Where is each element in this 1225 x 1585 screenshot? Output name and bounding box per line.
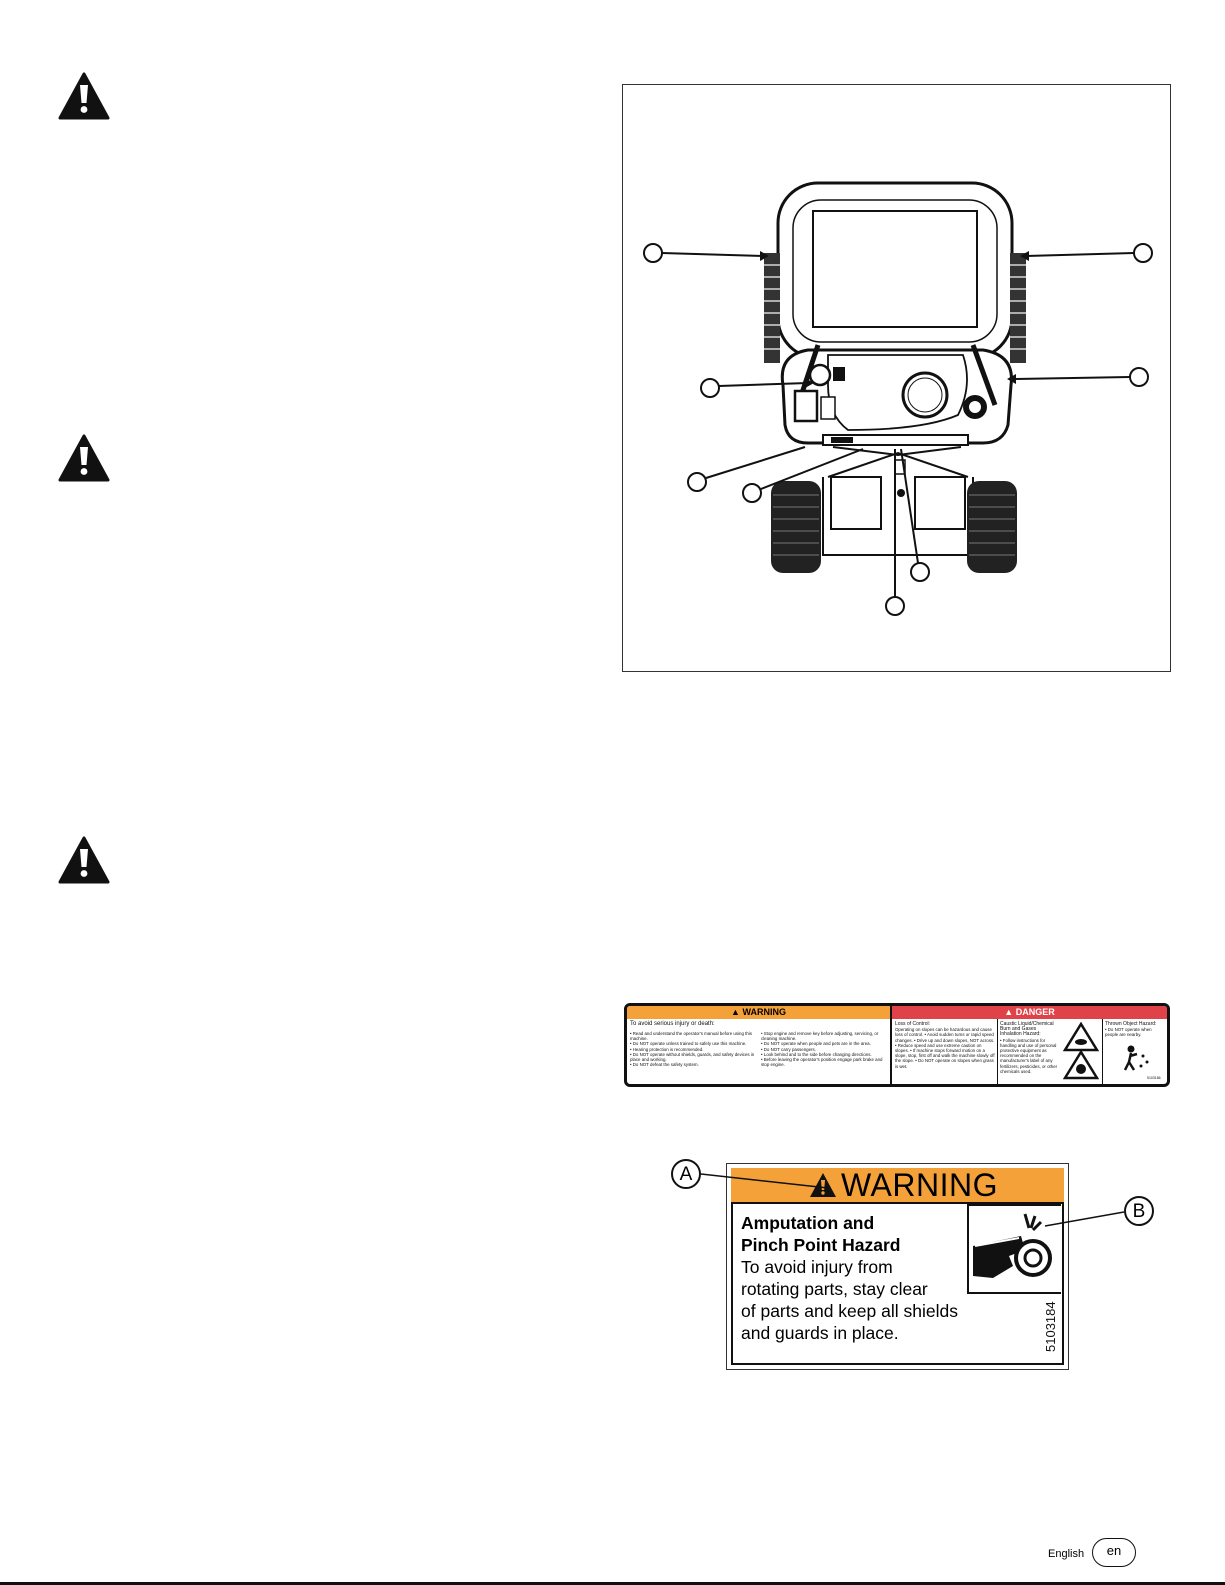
warning-triangle-icon	[58, 72, 110, 120]
label-header-text: WARNING	[841, 1167, 998, 1203]
decal-caustic-hazard: Caustic Liquid/Chemical Burn and Gases Inhalation Hazard: • Follow instructions for handling and use of personal protective equipment as recommended on the manufacturer's label of any fertilizers, pesticides, or other chemicals used.	[1000, 1021, 1058, 1074]
chemical-hazard-icon	[1063, 1022, 1099, 1080]
footer-language-label: English	[1048, 1548, 1085, 1560]
decal-warning-col1: • Read and understand the operator's manual before using this machine. • Do NOT operate unless trained to safely use this machine. • Hearing protection is recommended. • Do NOT operate without shields, guards, and safety devices in place and working. • Do NOT defeat the safety system.	[630, 1031, 755, 1068]
svg-text:5103184: 5103184	[1043, 1301, 1058, 1352]
label-body-line2: rotating parts, stay clear	[741, 1279, 928, 1299]
warning-triangle-icon: ▲	[731, 1007, 740, 1017]
mower-rear-view-illustration	[623, 85, 1169, 670]
footer-language-code-badge: en	[1092, 1538, 1136, 1567]
decal-divider	[997, 1019, 998, 1084]
label-part-number	[1041, 1276, 1059, 1356]
thrown-object-icon	[1121, 1044, 1151, 1072]
warning-triangle-icon	[58, 434, 110, 482]
decal-warning-lead: To avoid serious injury or death:	[630, 1021, 715, 1027]
callout-leader-lines	[700, 1167, 1140, 1230]
decal-thrown-object: Thrown Object Hazard: • Do NOT operate when people are nearby.	[1105, 1021, 1157, 1038]
label-title-line1: Amputation and	[741, 1213, 875, 1233]
decal-strip-part-number: 5103186	[1147, 1076, 1161, 1080]
decal-loss-of-control: Loss of Control: Operating on slopes can be hazardous and cause loss of control. • Avoid sudden turns or rapid speed changes. • Drive up and down slopes, NOT across. • Reduce speed and use extreme caution on slopes. • If machine stops forward motion on a slope, stop, first off and walk the machine slowly off the slope. • Do NOT operate on slopes when grass is wet.	[895, 1021, 995, 1069]
callout-a: A	[671, 1159, 701, 1189]
callout-b: B	[1124, 1196, 1154, 1226]
label-body-line1: To avoid injury from	[741, 1257, 893, 1277]
decal-danger-header: ▲ DANGER	[892, 1006, 1167, 1019]
safety-decal-strip	[624, 1003, 1170, 1087]
decal-warning-col2: • Stop engine and remove key before adjusting, servicing, or cleaning machine. • Do NOT operate when people and pets are in the area. • Do NOT carry passengers. • Look behind and to the side before changing directions. • Before leaving the operator's position engage park brake and stop engine.	[761, 1031, 883, 1068]
decal-divider	[1102, 1019, 1103, 1084]
warning-triangle-icon: ▲	[1004, 1007, 1014, 1017]
label-body-line3: of parts and keep all shields	[741, 1301, 958, 1321]
label-body-line4: and guards in place.	[741, 1323, 899, 1343]
decal-warning-header: ▲ WARNING	[627, 1006, 890, 1019]
warning-triangle-icon	[58, 836, 110, 884]
label-title-line2: Pinch Point Hazard	[741, 1235, 901, 1255]
decal-divider	[890, 1006, 892, 1084]
mower-decal-location-figure	[622, 84, 1171, 672]
